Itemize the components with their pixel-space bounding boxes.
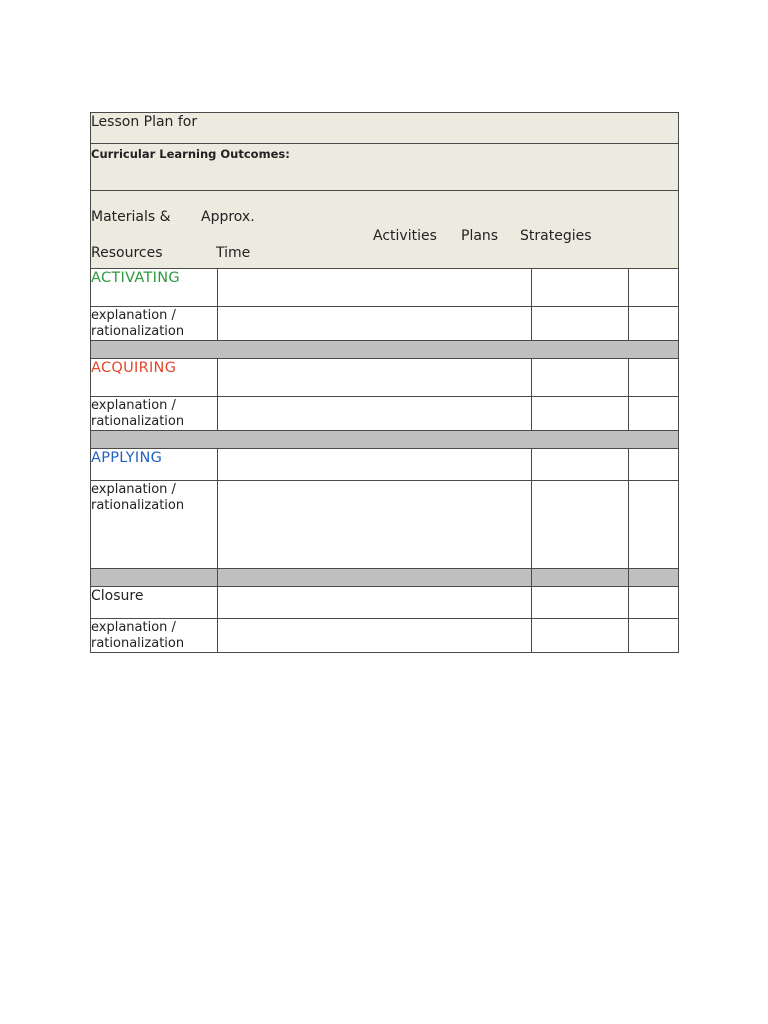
plans-cell[interactable] — [532, 307, 629, 341]
strategies-cell[interactable] — [629, 481, 679, 569]
phase-label-applying: APPLYING — [91, 450, 163, 466]
separator-row — [91, 569, 679, 587]
outcomes-cell[interactable] — [91, 144, 679, 191]
phase-cell[interactable] — [91, 449, 218, 481]
separator-cell — [91, 431, 679, 449]
header-approx: Approx. — [201, 209, 255, 225]
separator-cell — [629, 569, 679, 587]
header-time: Time — [216, 245, 251, 261]
separator-cell — [218, 569, 532, 587]
table-row — [91, 307, 679, 341]
plans-cell[interactable] — [532, 449, 629, 481]
lesson-plan-title: Lesson Plan for — [91, 114, 198, 130]
rationalization-label: rationalization — [91, 324, 185, 339]
explanation-cell[interactable] — [91, 619, 218, 653]
activities-cell[interactable] — [218, 587, 532, 619]
plans-cell[interactable] — [532, 397, 629, 431]
strategies-cell[interactable] — [629, 449, 679, 481]
separator-row — [91, 431, 679, 449]
explanation-cell[interactable] — [91, 397, 218, 431]
strategies-cell[interactable] — [629, 307, 679, 341]
table-row — [91, 397, 679, 431]
column-header-cell — [91, 191, 679, 269]
strategies-cell[interactable] — [629, 269, 679, 307]
separator-cell — [91, 569, 218, 587]
phase-cell[interactable] — [91, 359, 218, 397]
phase-cell[interactable] — [91, 269, 218, 307]
table-row — [91, 587, 679, 619]
plans-cell[interactable] — [532, 481, 629, 569]
table-row — [91, 619, 679, 653]
title-cell[interactable] — [91, 113, 679, 144]
strategies-cell[interactable] — [629, 587, 679, 619]
plans-cell[interactable] — [532, 619, 629, 653]
explanation-label: explanation / — [91, 482, 176, 497]
phase-label-closure: Closure — [91, 588, 144, 604]
plans-cell[interactable] — [532, 269, 629, 307]
header-activities: Activities — [373, 228, 437, 244]
rationalization-label: rationalization — [91, 414, 185, 429]
explanation-label: explanation / — [91, 620, 176, 635]
explanation-cell[interactable] — [91, 481, 218, 569]
header-resources: Resources — [91, 245, 163, 261]
strategies-cell[interactable] — [629, 359, 679, 397]
header-strategies: Strategies — [520, 228, 592, 244]
header-materials: Materials & — [91, 209, 171, 225]
explanation-label: explanation / — [91, 308, 176, 323]
activities-cell[interactable] — [218, 269, 532, 307]
phase-label-activating: ACTIVATING — [91, 270, 180, 286]
separator-cell — [532, 569, 629, 587]
separator-row — [91, 341, 679, 359]
phase-cell[interactable] — [91, 587, 218, 619]
separator-cell — [91, 341, 679, 359]
activities-cell[interactable] — [218, 619, 532, 653]
header-plans: Plans — [461, 228, 499, 244]
activities-cell[interactable] — [218, 307, 532, 341]
activities-cell[interactable] — [218, 481, 532, 569]
strategies-cell[interactable] — [629, 619, 679, 653]
lesson-plan-sheet — [90, 112, 678, 653]
explanation-cell[interactable] — [91, 307, 218, 341]
rationalization-label: rationalization — [91, 498, 185, 513]
outcomes-label: Curricular Learning Outcomes: — [91, 147, 290, 161]
table-row — [91, 269, 679, 307]
strategies-cell[interactable] — [629, 397, 679, 431]
activities-cell[interactable] — [218, 359, 532, 397]
rationalization-label: rationalization — [91, 636, 185, 651]
activities-cell[interactable] — [218, 397, 532, 431]
plans-cell[interactable] — [532, 359, 629, 397]
explanation-label: explanation / — [91, 398, 176, 413]
phase-label-acquiring: ACQUIRING — [91, 360, 177, 376]
table-row — [91, 481, 679, 569]
table-row — [91, 449, 679, 481]
table-row — [91, 359, 679, 397]
lesson-plan-table — [90, 112, 679, 653]
plans-cell[interactable] — [532, 587, 629, 619]
activities-cell[interactable] — [218, 449, 532, 481]
